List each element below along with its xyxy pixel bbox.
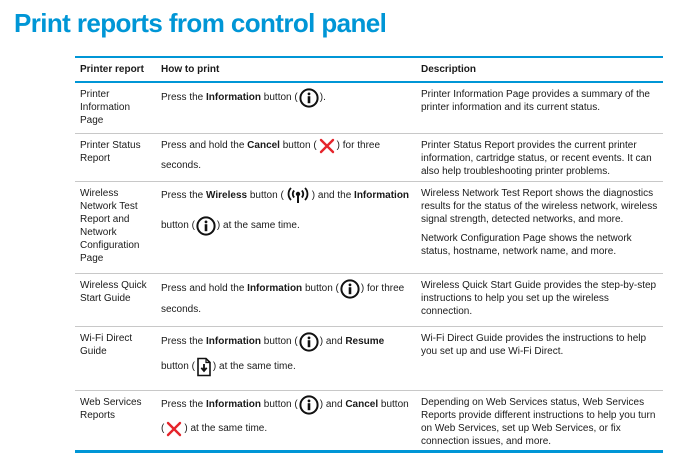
description: Wi-Fi Direct Guide provides the instructions to help you set up and use Wi-Fi Direct. bbox=[421, 333, 647, 357]
instruction-line bbox=[161, 355, 415, 379]
report-name: Printer Information Page bbox=[80, 89, 131, 126]
instruction-text: Press and hold the bbox=[161, 283, 248, 294]
button-name: Information bbox=[206, 92, 262, 103]
instruction-text: Press the bbox=[161, 336, 207, 347]
instruction-text: ) for three bbox=[336, 140, 381, 151]
instruction-text: button ( bbox=[279, 140, 317, 151]
report-name: Printer Status Report bbox=[80, 140, 141, 164]
button-name: Information bbox=[247, 283, 303, 294]
button-name: Cancel bbox=[345, 399, 379, 410]
instruction-text: button ( bbox=[161, 220, 195, 231]
information-icon bbox=[299, 395, 319, 415]
instruction-line: seconds. bbox=[161, 304, 202, 315]
instruction-line bbox=[161, 394, 415, 416]
instruction-text: ) at the same time. bbox=[212, 361, 296, 372]
table-row bbox=[75, 134, 663, 182]
instruction-text: Press and hold the bbox=[161, 140, 248, 151]
description bbox=[415, 182, 663, 273]
table-row bbox=[75, 391, 663, 450]
page-title: Print reports from control panel bbox=[14, 8, 387, 38]
instruction-line bbox=[161, 88, 415, 108]
instruction-text: ( bbox=[161, 423, 165, 434]
cancel-icon bbox=[165, 420, 183, 438]
how-to-print bbox=[156, 134, 415, 181]
information-icon bbox=[299, 88, 319, 108]
instruction-line bbox=[161, 214, 415, 238]
instruction-text: button ( bbox=[161, 361, 195, 372]
instruction-text: ) and the bbox=[311, 190, 355, 201]
report-name: Wireless Network Test Report and Network Configuration Page bbox=[80, 188, 140, 264]
instruction-line bbox=[161, 418, 415, 440]
instruction-text: ) for three bbox=[360, 283, 405, 294]
instruction-text: ). bbox=[319, 92, 326, 103]
description: Wireless Quick Start Guide provides the step-by-step instructions to help you set up the wireless connection. bbox=[421, 280, 657, 317]
instruction-text: ) and bbox=[319, 336, 346, 347]
instruction-text: Press the bbox=[161, 399, 207, 410]
instruction-line bbox=[161, 331, 415, 353]
instruction-text: Press the bbox=[161, 92, 207, 103]
instruction-text: Press the bbox=[161, 190, 207, 201]
table-row bbox=[75, 274, 663, 327]
how-to-print bbox=[156, 182, 415, 273]
instruction-text: ) and bbox=[319, 399, 346, 410]
resume-icon bbox=[196, 357, 212, 377]
instruction-text: button ( bbox=[247, 190, 284, 201]
button-name: Resume bbox=[345, 336, 385, 347]
instruction-text: ) at the same time. bbox=[216, 220, 300, 231]
instruction-line bbox=[161, 184, 415, 208]
instruction-text: button ( bbox=[302, 283, 339, 294]
reports-table bbox=[75, 56, 663, 453]
instruction-text: button bbox=[378, 399, 409, 410]
header-how-to-print: How to print bbox=[161, 64, 220, 75]
table-row bbox=[75, 83, 663, 134]
description-paragraph: Wireless Network Test Report shows the diagnostics results for the status of the wireless network, wireless signal strength, detected networks, and more. bbox=[421, 188, 658, 225]
button-name: Information bbox=[354, 190, 410, 201]
description: Printer Status Report provides the current printer information, cartridge status, or recent events. It can also help troubleshooting printer problems. bbox=[421, 140, 652, 177]
instruction-text: button ( bbox=[261, 336, 298, 347]
cancel-icon bbox=[318, 137, 336, 155]
button-name: Information bbox=[206, 336, 262, 347]
information-icon bbox=[299, 332, 319, 352]
how-to-print bbox=[156, 327, 415, 390]
table-row bbox=[75, 327, 663, 391]
instruction-text: ) at the same time. bbox=[184, 423, 268, 434]
button-name: Cancel bbox=[247, 140, 280, 151]
instruction-line: seconds. bbox=[161, 160, 202, 171]
instruction-text: button ( bbox=[261, 399, 298, 410]
report-name: Wi-Fi Direct Guide bbox=[80, 333, 133, 357]
information-icon bbox=[196, 216, 216, 236]
instruction-line bbox=[161, 278, 415, 300]
how-to-print bbox=[156, 83, 415, 133]
how-to-print bbox=[156, 391, 415, 450]
information-icon bbox=[340, 279, 360, 299]
report-name: Wireless Quick Start Guide bbox=[80, 280, 147, 304]
how-to-print bbox=[156, 274, 415, 326]
description: Printer Information Page provides a summary of the printer information and its current status. bbox=[421, 89, 650, 113]
header-printer-report: Printer report bbox=[80, 64, 144, 75]
instruction-text: button ( bbox=[261, 92, 298, 103]
description: Depending on Web Services status, Web Services Reports provide different instructions to help you turn on Web Services, set up Web Services, or fix connection issues, and more. bbox=[421, 397, 656, 447]
description-paragraph: Network Configuration Page shows the network status, hostname, network name, and more. bbox=[421, 233, 632, 257]
header-description: Description bbox=[421, 64, 477, 75]
button-name: Information bbox=[206, 399, 262, 410]
instruction-line bbox=[161, 136, 415, 156]
button-name: Wireless bbox=[206, 190, 248, 201]
table-row bbox=[75, 182, 663, 274]
report-name: Web Services Reports bbox=[80, 397, 142, 421]
table-header-row bbox=[75, 58, 663, 83]
wireless-icon bbox=[285, 186, 311, 206]
